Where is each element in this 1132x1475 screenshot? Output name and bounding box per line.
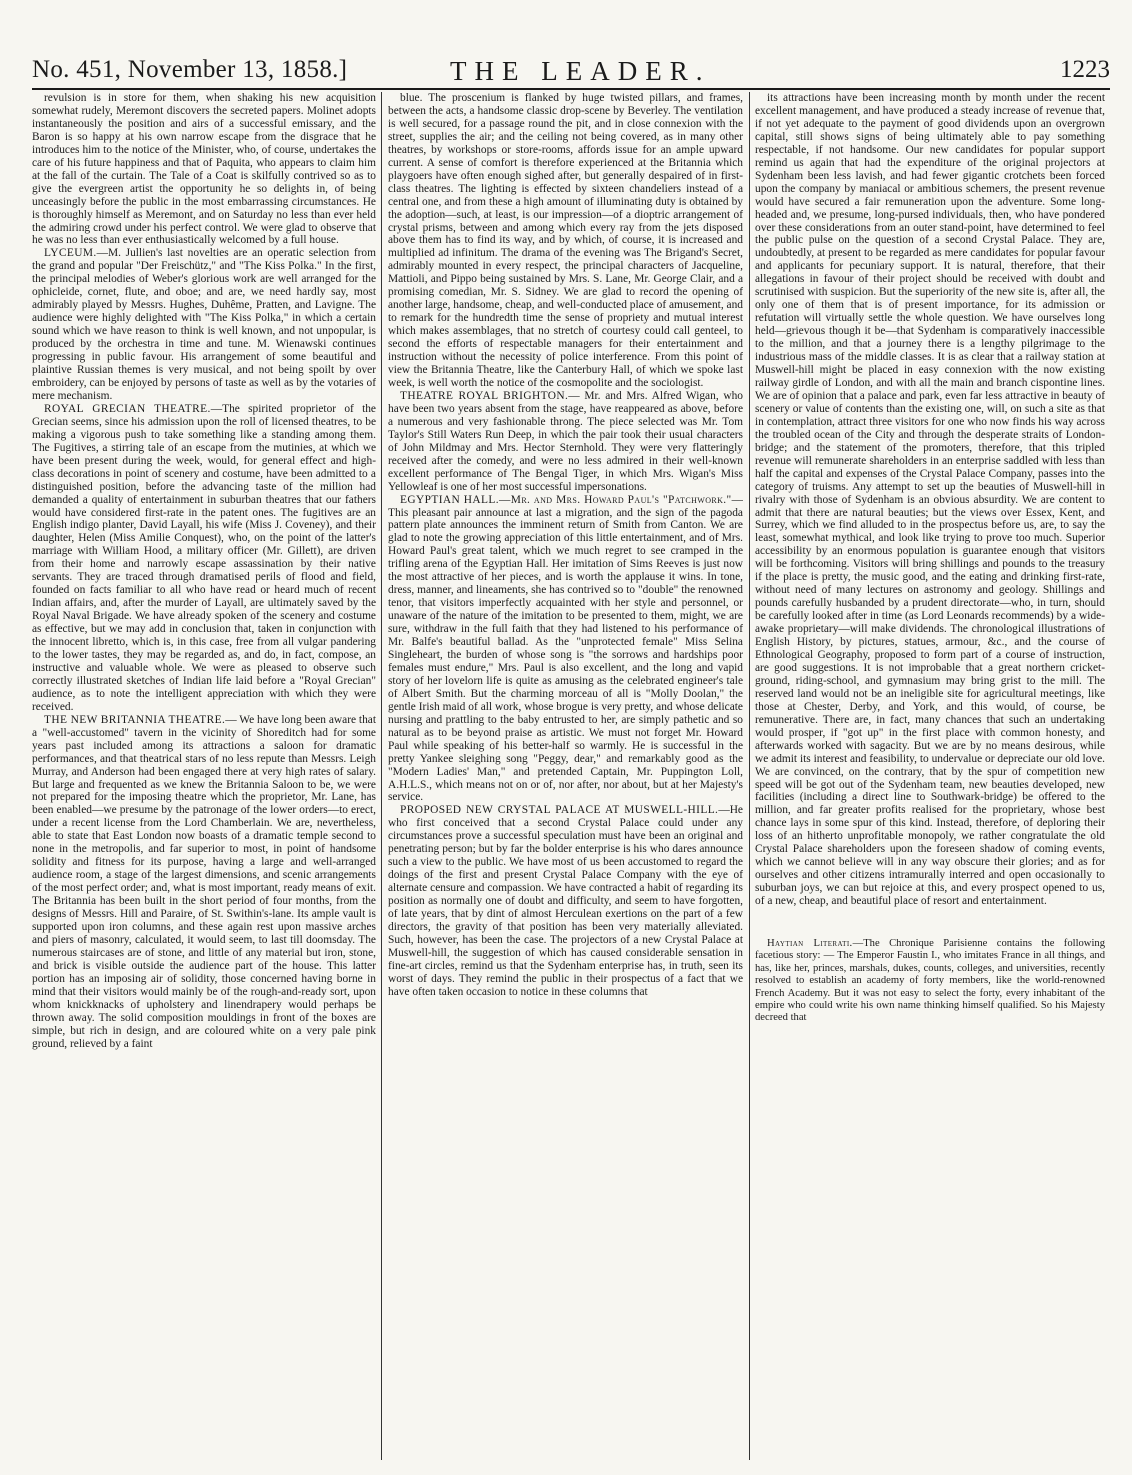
page-number: 1223 xyxy=(1060,56,1110,83)
paragraph-text: —He who first conceived that a second Crystal Palace could under any circumstances prove a successful speculation must have been an original and penetrating person; but by far the bolder enterprise is his who dares announce such a view to the public. We have most of us been accustomed to regard the doings of the first and present Crystal Palace Company with the eye of alternate censure and compassion. We have contracted a habit of regarding its position as normally one of doubt and difficulty, and seem to have forgotten, of late years, that by dint of almost Herculean exertions on the part of a few directors, the gravity of that position has been very materially alleviated. Such, however, has been the case. The projectors of a new Crystal Palace at Muswell-hill, the suggestion of which has caused considerable sensation in fine-art circles, remind us that the Sydenham enterprise has, in truth, seen its worst of days. They remind the public in their prospectus of a fact that we have often taken occasion to notice in these columns that xyxy=(388,804,743,998)
column-middle xyxy=(388,92,743,1460)
paragraph-text: —The Chronique Parisienne contains the following facetious story: — The Emperor Faustin I., who imitates France in all things, and has, like her, princes, marshals, dukes, counts, colleges, and universities, recently resolved to establish an academy of forty members, like the world-renowned French Academy. But it was not easy to select the forty, every inhabitant of the empire who could write his own name thinking himself qualified. So his Majesty decreed that xyxy=(755,938,1105,1024)
column-rule xyxy=(749,92,750,1460)
newspaper-title: THE LEADER. xyxy=(450,56,711,86)
section-heading: EGYPTIAN HALL.—Mr. and Mrs. Howard Paul's "Patchwork." xyxy=(400,493,732,506)
section-heading: PROPOSED NEW CRYSTAL PALACE AT MUSWELL-HILL. xyxy=(400,804,719,817)
section-heading: Haytian Literati. xyxy=(767,938,853,950)
paragraph-text: — Mr. and Mrs. Alfred Wigan, who have been two years absent from the stage, have reappeared as above, before a numerous and very fashionable throng. The piece selected was Mr. Tom Taylor's Still Waters Run Deep, in which the pair took their usual characters of John Mildmay and Mrs. Hector Sternhold. They were very flatteringly received after the comedy, and were no less admired in their well-known excellent performance of The Bengal Tiger, in which Mrs. Wigan's Miss Yellowleaf is one of her most successful impersonations. xyxy=(388,389,743,493)
article-paragraph: its attractions have been increasing month by month under the recent excellent management, and have produced a steady increase of revenue that, if not yet adequate to the payment of good dividends upon an overgrown capital, still shows signs of being ultimately able to pay something respectable, if not handsome. Our new candidates for popular support remind us again that had the expenditure of the original projectors at Sydenham been less lavish, and had fewer gigantic crotchets been forced upon the company by maniacal or ambitious schemers, the present revenue would have secured a fair remuneration upon the adventure. Some long-headed and, we presume, long-pursed individuals, then, who have pondered over these considerations from an outer stand-point, have determined to feel the public pulse on the question of a second Crystal Palace. They are, undoubtedly, at present to be regarded as mere candidates for popular favour and applicants for pecuniary support. It is natural, therefore, that their allegations in favour of their project should be received with doubt and scrutinised with suspicion. But the superiority of the new site is, after all, the only one of them that is of present importance, for its admission or refutation will virtually settle the whole question. We have ourselves long held—grievous though it be—that Sydenham is comparatively inaccessible to the million, and that a journey there is a lengthy pilgrimage to the industrious mass of the middle classes. It is as clear that a railway station at Muswell-hill might be placed in easy connexion with the now existing railway girdle of London, and with all the main and branch cispontine lines. We are of opinion that a palace and park, even far less attractive in beauty of scenery or value of contents than the existing one, will, on such a site as that in contemplation, attract three visitors for one who now finds his way across the troubled ocean of the City and through the desperate straits of London-bridge; and the statement of the promoters, therefore, that this tripled revenue will remunerate shareholders in an enterprise saddled with less than half the capital and expenses of the Crystal Palace Company, passes into the category of truisms. Any attempt to set up the beauties of Muswell-hill in rivalry with those of Sydenham is an obvious absurdity. We are content to admit that there are natural beauties; but the views over Essex, Kent, and Surrey, which we find alluded to in the prospectus before us, are, to say the least, somewhat mythical, and look like trying to prove too much. Superior accessibility by an enormous population is guarantee enough that visitors will be forthcoming. Visitors will bring shillings and pounds to the treasury if the place is pretty, the music good, and the eating and drinking first-rate, without need of many lectures on astronomy and geology. Shillings and pounds carefully husbanded by a prudent directorate—who, in turn, should be carefully looked after in time (as Lord Leonards recommends) by a wide-awake proprietary—will make dividends. The chronological illustrations of English History, by pictures, statues, armour, &c., and the course of Ethnological Geography, proposed to form part of a course of instruction, are good suggestions. It is not improbable that a great northern cricket-ground, riding-school, and gymnasium may bring grist to the mill. The reserved land would not be an ineligible site for agricultural meetings, like those at Chester, Derby, and York, and this would, of course, be remunerative. There are, in fact, many chances that such an undertaking would prosper, if "got up" in the first place with common honesty, and afterwards worked with sagacity. But we are by no means desirous, while we admit its interest and feasibility, to undervalue or depreciate our old love. We are convinced, on the contrary, that by the spur of competition new speed will be got out of the Sydenham team, new beauties developed, new facilities (including a direct line to Southwark-bridge) be offered to the million, and far greater profits realised for the proprietary, whose best chance lays in some spur of this kind. Instead, therefore, of deploring their loss of an hitherto unprofitable monopoly, we rather congratulate the old Crystal Palace shareholders upon the foreseen shadow of coming events, which we cannot believe will in any way obscure their glories; and as for ourselves and other citizens intramurally interred and open occasionally to suburban joys, we can but rejoice at this, and every prospect opened to us, of a new, cheap, and beautiful place of resort and entertainment. xyxy=(755,92,1105,908)
article-paragraph: blue. The proscenium is flanked by huge twisted pillars, and frames, between the acts, a handsome classic drop-scene by Beverley. The ventilation is well secured, for a passage round the pit, and in close connexion with the street, supplies the air; and the ceiling not being covered, as in many other theatres, by workshops or store-rooms, affords issue for an ample upward current. A sense of comfort is therefore experienced at the Britannia which playgoers have often enough sighed after, but generally despaired of in first-class theatres. The lighting is effected by sixteen chandeliers instead of a central one, and from these a high amount of illuminating duty is obtained by the adoption—such, at least, is our impression—of a dioptric arrangement of crystal prisms, between and among which every ray from the jets disposed above them has to find its way, and by which, of course, it is increased and multiplied ad infinitum. The drama of the evening was The Brigand's Secret, admirably mounted in every respect, the principal characters of Jacqueline, Mattioli, and Pippo being sustained by Mrs. S. Lane, Mr. George Clair, and a promising comedian, Mr. S. Sidney. We are glad to record the opening of another large, handsome, cheap, and well-conducted place of amusement, and to remark for the hundredth time the sense of propriety and mutual interest which makes assemblages, that no stretch of courtesy could call genteel, to second the efforts of respectable managers for their entertainment and instruction without the necessity of police interference. From this point of view the Britannia Theatre, like the Canterbury Hall, of which we spoke last week, is well worth the notice of the cosmopolite and the sociologist. xyxy=(388,92,743,389)
paragraph-text: —This pleasant pair announce at last a migration, and the sign of the pagoda pattern plate announces the imminent return of Smith from Canton. We are glad to note the growing appreciation of this little entertainment, and of Mrs. Howard Paul's great talent, which we much regret to see cramped in the trifling arena of the Egyptian Hall. Her imitation of Sims Reeves is just now the most attractive of her pieces, and is worth the applause it wins. In tone, dress, manner, and lineaments, she has contrived so to "double" the renowned tenor, that visitors imperfectly acquainted with her style and personnel, or unaware of the nature of the imitation to be presented to them, might, we are sure, withdraw in the full faith that they had listened to his performance of Mr. Balfe's beautiful ballad. As the "unprotected female" Miss Selina Singleheart, the burden of whose song is "the sorrows and hardships poor females must endure," Mrs. Paul is also excellent, and the long and vapid story of her lovelorn life is quite as amusing as the celebrated engineer's tale of Albert Smith. But the charming morceau of all is "Molly Doolan," the gentle Irish maid of all work, whose brogue is very pretty, and whose delicate nursing and prattling to the baby entrusted to her, are simply pathetic and so natural as to be beyond praise as artistic. We must not forget Mr. Howard Paul while speaking of his better-half so warmly. He is successful in the pretty Yankee sleighing song "Peggy, dear," and remarkably good as the "Modern Ladies' Man," and pretended Captain, Mr. Puppington Loll, A.H.L.S., which means not on or of, nor after, nor about, but at her Majesty's service. xyxy=(388,493,743,804)
masthead xyxy=(32,52,1110,90)
article-paragraph xyxy=(32,403,376,714)
paragraph-text: —M. Jullien's last novelties are an operatic selection from the grand and popular "Der Freischütz," and "The Kiss Polka." In the first, the principal melodies of Weber's glorious work are well arranged for the ophicleide, cornet, flute, and oboe; and are, we need hardly say, most admirably played by Messrs. Hughes, Duhême, Pratten, and Lavigne. The audience were highly delighted with "The Kiss Polka," in which a certain sound which we have reason to think is well known, and not unpopular, is produced by the orchestra in time and tune. M. Wienawski continues progressing in public favour. His arrangement of some beautiful and plaintive Russian themes is very musical, and not being spoilt by over embroidery, can be enjoyed by persons of taste as well as by the votaries of mere mechanism. xyxy=(32,247,376,402)
column-left xyxy=(32,92,376,1460)
paragraph-text: — We have long been aware that a "well-accustomed" tavern in the vicinity of Shoreditch had for some years past included among its attractions a saloon for dramatic performances, and that theatrical stars of no less repute than Messrs. Leigh Murray, and Anderson had been engaged there at very high rates of salary. But large and frequented as we knew the Britannia Saloon to be, we were not prepared for the imposing theatre which the proprietor, Mr. Lane, has been enabled—we presume by the patronage of the lower orders—to erect, under a recent license from the Lord Chamberlain. We are, nevertheless, able to state that East London now boasts of a dramatic temple second to none in the metropolis, and far superior to most, in point of handsome solidity and fitness for its purpose, having a large and well-arranged audience room, a stage of the largest dimensions, and scenic arrangements of the most perfect order; and, what is most important, ready means of exit. The Britannia has been built in the short period of four months, from the designs of Messrs. Hill and Paraire, of St. Swithin's-lane. Its ample vault is supported upon iron columns, and these again rest upon massive arches and piers of masonry, calculated, it would seem, to last till doomsday. The numerous staircases are of stone, and little of any material but iron, stone, and brick is visible outside the audience part of the house. This latter portion has an imposing air of solidity, those concerned having borne in mind that their visitors would mainly be of the rough-and-ready sort, upon whom knickknacks of upholstery and linendrapery would perhaps be thrown away. The solid composition mouldings in front of the boxes are simple, but rich in design, and are coloured white on a very pale pink ground, relieved by a faint xyxy=(32,713,376,1050)
article-paragraph xyxy=(388,390,743,494)
article-paragraph xyxy=(388,804,743,998)
article-paragraph xyxy=(388,494,743,805)
section-gap xyxy=(755,908,1105,938)
article-paragraph xyxy=(32,247,376,402)
column-rule xyxy=(381,92,382,1460)
section-heading: THE NEW BRITANNIA THEATRE. xyxy=(44,713,226,726)
section-heading: ROYAL GRECIAN THEATRE. xyxy=(44,402,211,415)
paragraph-text: —The spirited proprietor of the Grecian seems, since his admission upon the roll of licensed theatres, to be making a vigorous push to take something like a standing among them. The Fugitives, a stirring tale of an escape from the mutinies, at which we have been present during the week, would, for general effect and high-class decorations in point of scenery and costume, have been admitted to a distinguished position, before the advancing taste of the million had demanded a quality of entertainment in suburban theatres that our fathers would have considered first-rate in the patent ones. The fugitives are an English indigo planter, David Layall, his wife (Miss J. Coveney), and their daughter, Helen (Miss Amilie Conquest), who, on the point of the latter's marriage with William Hood, a military officer (Mr. Gillett), are driven from their home and narrowly escape assassination by their native servants. They are traced through dramatised perils of flood and field, founded on facts familiar to all who have read or heard much of recent Indian affairs, and, after the murder of Layall, are ultimately saved by the Royal Naval Brigade. We have already spoken of the scenery and costume as effective, but we may add in conclusion that, taken in conjunction with the innocent libretto, which is, in this case, free from all vulgar pandering to the lower tastes, they may be regarded as, and do, in fact, compose, an instructive and valuable whole. We were as pleased to observe such correctly illustrated sketches of Indian life laid before a "Royal Grecian" audience, as to note the intelligent appreciation with which they were received. xyxy=(32,402,376,713)
section-heading: THEATRE ROYAL BRIGHTON. xyxy=(400,389,569,402)
news-note xyxy=(755,938,1105,1025)
article-paragraph: revulsion is in store for them, when shaking his new acquisition somewhat rudely, Meremont discovers the secreted papers. Molinet adopts instantaneously the position and airs of a successful emissary, and the Baron is so happy at his own narrow escape from the disgrace that he introduces him to the notice of the Minister, who, of course, undertakes the care of his future happiness and that of Paquita, who appears to claim him at the fall of the curtain. The Tale of a Coat is skilfully contrived so as to give the evergreen artist the opportunity he so delights in, of being unceasingly before the public in the most embarrassing circumstances. He is thoroughly himself as Meremont, and on Saturday no less than ever held the admiring crowd under his perfect control. We were glad to observe that he was no less than ever enthusiastically welcomed by a full house. xyxy=(32,92,376,247)
article-paragraph xyxy=(32,714,376,1051)
section-heading: LYCEUM. xyxy=(44,247,97,260)
column-right xyxy=(755,92,1105,1460)
issue-line: No. 451, November 13, 1858.] xyxy=(32,56,348,83)
